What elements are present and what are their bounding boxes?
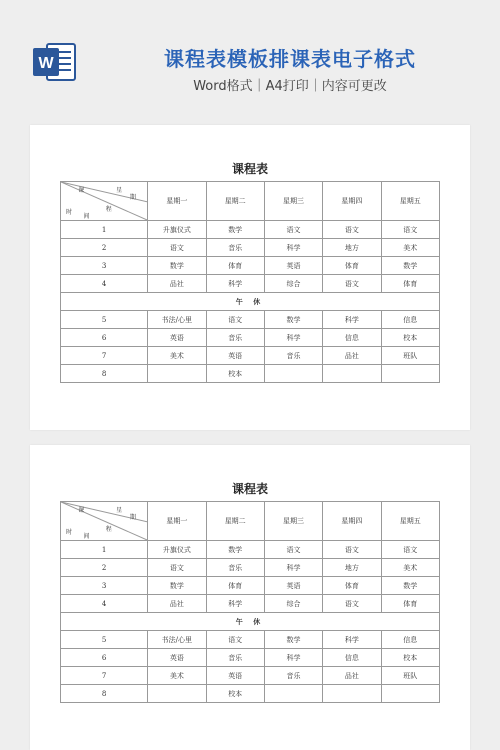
course-cell xyxy=(148,685,206,703)
course-cell xyxy=(381,685,439,703)
table-row xyxy=(61,667,440,685)
course-cell: 体育 xyxy=(206,257,264,275)
course-cell: 科学 xyxy=(264,649,322,667)
page-subtitle: Word格式｜A4打印｜内容可更改 xyxy=(193,79,387,94)
course-cell: 综合 xyxy=(264,595,322,613)
table-row xyxy=(61,595,440,613)
course-cell: 书法/心里 xyxy=(148,631,206,649)
corner-label: 程 xyxy=(105,525,112,533)
word-icon xyxy=(33,42,77,82)
course-cell: 语文 xyxy=(264,541,322,559)
course-cell: 英语 xyxy=(206,347,264,365)
course-cell: 科学 xyxy=(206,275,264,293)
course-cell: 科学 xyxy=(323,311,381,329)
corner-label: 课 xyxy=(78,187,85,195)
course-cell: 数学 xyxy=(148,257,206,275)
course-cell: 数学 xyxy=(264,631,322,649)
course-cell: 品社 xyxy=(323,667,381,685)
day-header: 星期三 xyxy=(264,502,322,541)
course-cell: 信息 xyxy=(381,311,439,329)
course-cell: 美术 xyxy=(148,347,206,365)
course-cell: 语文 xyxy=(206,311,264,329)
day-header: 星期三 xyxy=(264,182,322,221)
schedule-title: 课程表 xyxy=(231,162,268,176)
course-cell: 语文 xyxy=(148,559,206,577)
period-number: 5 xyxy=(61,631,148,649)
period-number: 1 xyxy=(61,221,148,239)
table-row xyxy=(61,649,440,667)
period-number: 2 xyxy=(61,239,148,257)
corner-label: 星 xyxy=(116,507,123,515)
course-cell: 科学 xyxy=(264,239,322,257)
course-cell: 英语 xyxy=(148,649,206,667)
svg-text:W: W xyxy=(38,55,54,72)
period-number: 2 xyxy=(61,559,148,577)
course-cell: 班队 xyxy=(381,667,439,685)
course-cell: 校本 xyxy=(381,329,439,347)
course-cell: 语文 xyxy=(264,221,322,239)
course-cell: 信息 xyxy=(323,649,381,667)
table-row xyxy=(61,685,440,703)
course-cell: 音乐 xyxy=(206,329,264,347)
period-number: 8 xyxy=(61,365,148,383)
table-row xyxy=(61,239,440,257)
course-cell: 升旗仪式 xyxy=(148,221,206,239)
corner-label: 星 xyxy=(116,187,123,195)
course-cell: 综合 xyxy=(264,275,322,293)
day-header: 星期二 xyxy=(206,182,264,221)
corner-cell xyxy=(61,502,148,541)
course-cell: 科学 xyxy=(206,595,264,613)
corner-label: 时 xyxy=(66,529,73,537)
course-cell: 英语 xyxy=(264,257,322,275)
course-cell xyxy=(323,685,381,703)
course-cell xyxy=(381,365,439,383)
course-cell: 音乐 xyxy=(206,559,264,577)
corner-label: 期 xyxy=(129,193,136,201)
corner-label: 期 xyxy=(129,513,136,521)
day-header: 星期五 xyxy=(381,502,439,541)
document-page-1 xyxy=(30,125,470,430)
corner-label: 程 xyxy=(105,205,112,213)
table-row xyxy=(61,365,440,383)
course-cell: 数学 xyxy=(148,577,206,595)
period-number: 3 xyxy=(61,577,148,595)
course-cell: 音乐 xyxy=(206,239,264,257)
course-cell: 数学 xyxy=(206,221,264,239)
day-header: 星期一 xyxy=(148,502,206,541)
course-cell xyxy=(264,685,322,703)
course-cell xyxy=(323,365,381,383)
schedule-table xyxy=(60,181,440,383)
period-number: 3 xyxy=(61,257,148,275)
course-cell: 校本 xyxy=(206,365,264,383)
course-cell: 科学 xyxy=(264,559,322,577)
course-cell: 体育 xyxy=(323,577,381,595)
course-cell: 科学 xyxy=(264,329,322,347)
course-cell: 品社 xyxy=(323,347,381,365)
course-cell: 音乐 xyxy=(264,667,322,685)
course-cell: 英语 xyxy=(206,667,264,685)
period-number: 7 xyxy=(61,347,148,365)
course-cell: 体育 xyxy=(381,275,439,293)
course-cell: 美术 xyxy=(381,559,439,577)
table-row xyxy=(61,541,440,559)
course-cell: 校本 xyxy=(381,649,439,667)
corner-label: 间 xyxy=(83,532,90,540)
table-row xyxy=(61,275,440,293)
period-number: 8 xyxy=(61,685,148,703)
course-cell: 班队 xyxy=(381,347,439,365)
course-cell: 英语 xyxy=(148,329,206,347)
course-cell: 品社 xyxy=(148,595,206,613)
table-row xyxy=(61,347,440,365)
course-cell: 语文 xyxy=(323,595,381,613)
corner-label: 课 xyxy=(78,507,85,515)
course-cell: 音乐 xyxy=(206,649,264,667)
table-row xyxy=(61,221,440,239)
course-cell: 信息 xyxy=(381,631,439,649)
period-number: 5 xyxy=(61,311,148,329)
course-cell: 美术 xyxy=(381,239,439,257)
course-cell: 美术 xyxy=(148,667,206,685)
course-cell: 体育 xyxy=(206,577,264,595)
course-cell xyxy=(148,365,206,383)
table-row xyxy=(61,577,440,595)
corner-label: 时 xyxy=(66,209,73,217)
period-number: 7 xyxy=(61,667,148,685)
table-row xyxy=(61,257,440,275)
course-cell: 科学 xyxy=(323,631,381,649)
course-cell: 地方 xyxy=(323,239,381,257)
course-cell: 书法/心里 xyxy=(148,311,206,329)
schedule-table xyxy=(60,501,440,703)
course-cell: 语文 xyxy=(323,541,381,559)
course-cell: 语文 xyxy=(323,221,381,239)
document-page-2 xyxy=(30,445,470,750)
course-cell: 语文 xyxy=(381,541,439,559)
day-header: 星期二 xyxy=(206,502,264,541)
period-number: 1 xyxy=(61,541,148,559)
header xyxy=(0,0,500,115)
table-row xyxy=(61,329,440,347)
course-cell: 语文 xyxy=(381,221,439,239)
course-cell: 语文 xyxy=(148,239,206,257)
course-cell: 品社 xyxy=(148,275,206,293)
course-cell: 语文 xyxy=(206,631,264,649)
course-cell: 数学 xyxy=(264,311,322,329)
period-number: 6 xyxy=(61,329,148,347)
course-cell: 数学 xyxy=(381,577,439,595)
day-header: 星期四 xyxy=(323,182,381,221)
course-cell: 升旗仪式 xyxy=(148,541,206,559)
course-cell: 体育 xyxy=(381,595,439,613)
course-cell: 体育 xyxy=(323,257,381,275)
period-number: 4 xyxy=(61,275,148,293)
course-cell: 数学 xyxy=(381,257,439,275)
corner-cell xyxy=(61,182,148,221)
lunch-break-row: 午 休 xyxy=(61,613,440,631)
course-cell: 音乐 xyxy=(264,347,322,365)
table-row xyxy=(61,631,440,649)
course-cell: 英语 xyxy=(264,577,322,595)
course-cell: 地方 xyxy=(323,559,381,577)
day-header: 星期五 xyxy=(381,182,439,221)
table-row xyxy=(61,559,440,577)
course-cell: 信息 xyxy=(323,329,381,347)
day-header: 星期一 xyxy=(148,182,206,221)
period-number: 4 xyxy=(61,595,148,613)
period-number: 6 xyxy=(61,649,148,667)
course-cell: 数学 xyxy=(206,541,264,559)
corner-label: 间 xyxy=(83,212,90,220)
page-title: 课程表模板排课表电子格式 xyxy=(164,47,416,71)
schedule-title: 课程表 xyxy=(231,482,268,496)
day-header: 星期四 xyxy=(323,502,381,541)
course-cell: 语文 xyxy=(323,275,381,293)
table-row xyxy=(61,311,440,329)
lunch-break-row: 午 休 xyxy=(61,293,440,311)
course-cell: 校本 xyxy=(206,685,264,703)
course-cell xyxy=(264,365,322,383)
